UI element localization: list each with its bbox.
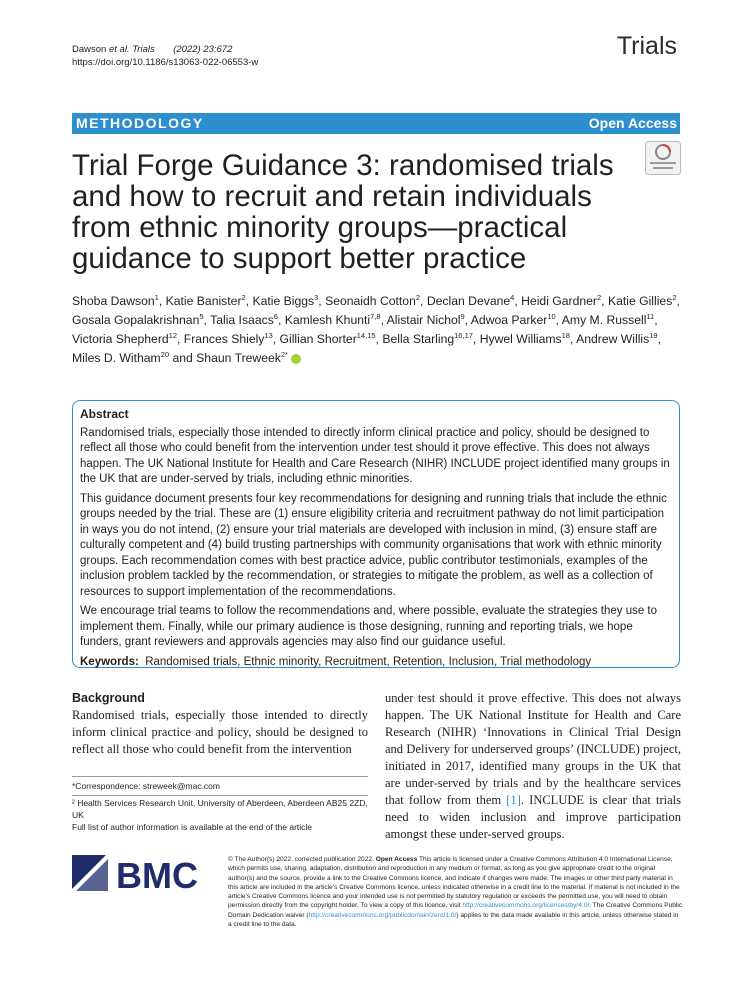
license-end: ) applies to the data made available in this article, unless otherwise stated in a credit line to the data.	[228, 911, 679, 929]
body-left-column	[72, 690, 368, 758]
author-affiliation: 18	[561, 330, 570, 340]
license-open-access: Open Access	[375, 856, 418, 863]
footnote-divider	[72, 776, 368, 777]
author-affiliation: 2*	[280, 349, 288, 359]
author-name[interactable]: Declan Devane	[426, 294, 511, 308]
author-affiliation: 3	[314, 292, 319, 302]
bmc-logo-mark-icon	[72, 855, 212, 895]
author-affiliation: 11	[646, 311, 655, 321]
author-affiliation: 2	[415, 292, 421, 302]
author-affiliation: 12	[168, 330, 178, 340]
citation-year: (2022) 23:672	[173, 44, 233, 55]
author-name[interactable]: Victoria Shepherd	[72, 332, 169, 346]
author-name[interactable]: Shaun Treweek	[196, 351, 281, 365]
background-text-right-b: . INCLUDE is clear that trials need to widen inclusion and improve participation amongst these under-served groups.	[385, 793, 681, 841]
license-link-cc0[interactable]: http://creativecommons.org/publicdomain/zero/1.0/	[308, 911, 457, 919]
abstract-paragraph-1: Randomised trials, especially those intended to directly inform clinical practice and policy, should be designed to reflect all those who could benefit from the intervention under test should it prove effective. This does not always happen. The UK National Institute for Health and Care Research (NIHR) INCLUDE project identified many groups in the UK that are under-served by trials, including ethnic minorities.	[80, 426, 670, 485]
article-type-label: METHODOLOGY	[76, 115, 204, 131]
author-affiliation: 6	[273, 311, 278, 321]
author-affiliation: 9	[460, 311, 465, 321]
author-name[interactable]: Katie Biggs	[252, 294, 315, 308]
author-affiliation: 2	[597, 292, 602, 302]
abstract-heading: Abstract	[80, 407, 129, 421]
author-name[interactable]: Alistair Nichol	[386, 313, 461, 327]
author-list: Shoba Dawson$^1$, Katie Banister$^2$, Katie Biggs$^3$, Seonaidh Cotton$^2$, Declan Devane$^4$, Heidi Gardner$^2$, Katie Gillies$^2$, Gosala Gopalakrishnan$^5$, Talia Isaacs$^6$, Kamlesh Khunti$^{7,8}$, Alistair Nichol$^9$, Adwoa Parker$^{10}$, Amy M. Russell$^{11}$, Victoria Shepherd$^{12}$, Frances Shiely$^{13}$, Gillian Shorter$^{14,15}$, Bella Starling$^{16,17}$, Hywel Williams$^{18}$, Andrew Willis$^{19}$, Miles D. Witham$^{20}$ and Shaun Treweek$^{2*}$	[72, 292, 680, 365]
author-name[interactable]: Hywel Williams	[479, 332, 562, 346]
citation-authors: Dawson	[72, 44, 109, 55]
bmc-logo	[72, 855, 212, 895]
author-affiliation: 20	[160, 349, 170, 359]
body-right-column	[385, 690, 681, 843]
author-name[interactable]: Katie Gillies	[607, 294, 673, 308]
author-name[interactable]: Shoba Dawson	[72, 294, 155, 308]
author-affiliation: 2	[672, 292, 677, 302]
citation	[72, 43, 258, 69]
author-name[interactable]: Heidi Gardner	[521, 294, 597, 308]
keywords	[80, 655, 674, 671]
abstract-paragraph-2: This guidance document presents four key recommendations for designing and running trials that include the ethnic groups needed by the trial. These are (1) ensure eligibility criteria and recruitment pathway do not limit participation in ways you do not intend, (2) ensure your trial materials are developed with inclusion in mind, (3) ensure staff are culturally competent and (4) build trusting partnerships with community organisations that work with ethnic minority groups. Each recommendation comes with best practice advice, public contributor testimonials, examples of the inclusion problem tackled by the recommendation, or strategies to mitigate the problem, as well as a collection of resources to support implementation of the recommendations.	[80, 492, 667, 598]
author-affiliation: 13	[264, 330, 273, 340]
footnote-divider-2	[72, 795, 368, 796]
citation-etal: et al. Trials	[108, 44, 155, 55]
abstract-paragraph-3: We encourage trial teams to follow the recommendations and, where possible, evaluate the strategies they use to implement them. Finally, while our primary audience is those designing, running and reporting trials, we hope funders, grant reviewers and approvals agencies may also find our guidance useful.	[80, 605, 658, 648]
author-name[interactable]: Andrew Willis	[576, 332, 650, 346]
full-list-note: Full list of author information is available at the end of the article	[72, 822, 313, 832]
author-name[interactable]: Bella Starling	[382, 332, 455, 346]
author-name[interactable]: Adwoa Parker	[470, 313, 548, 327]
article-title: Trial Forge Guidance 3: randomised trials and how to recruit and retain individuals from ethnic minority groups—practical guidance to support better practice	[72, 149, 614, 275]
license-text	[228, 855, 683, 929]
author-name[interactable]: Katie Banister	[165, 294, 242, 308]
author-name[interactable]: Gillian Shorter	[279, 332, 357, 346]
bmc-logo-text: BMC	[116, 855, 198, 895]
license-body: This article is licensed under a Creative Commons Attribution 4.0 International License, which permits use, sharing, adaptation, distribution and reproduction in any medium or format, as long as you give appropriate credit to the original author(s) and the source, provide a link to the Creative Commons licence, and indicate if changes were made. The images or other third party material in this article are included in the article's Creative Commons licence, unless indicated otherwise in a credit line to the material. If material is not included in the article's Creative Commons licence and your intended use is not permitted by statutory regulation or exceeds the permitted use, you will need to obtain permission directly from the copyright holder. To view a copy of this licence, visit	[228, 856, 680, 910]
author-affiliation: 10	[547, 311, 556, 321]
author-name[interactable]: Kamlesh Khunti	[284, 313, 371, 327]
author-affiliation: 4	[510, 292, 515, 302]
author-name[interactable]: Frances Shiely	[183, 332, 265, 346]
license-copyright: © The Author(s) 2022, corrected publication 2022.	[228, 856, 376, 863]
author-name[interactable]: Miles D. Witham	[72, 351, 161, 365]
journal-name: Trials	[616, 32, 677, 60]
background-heading: Background	[72, 691, 145, 705]
open-access-label: Open Access	[588, 115, 677, 131]
license-link-cc-by[interactable]: http://creativecommons.org/licenses/by/4.0/	[462, 902, 590, 910]
author-affiliation: 16,17	[454, 330, 473, 340]
doi-link[interactable]: https://doi.org/10.1186/s13063-022-06553-w	[72, 57, 259, 68]
author-name[interactable]: Talia Isaacs	[210, 313, 274, 327]
author-affiliation: 2	[241, 292, 246, 302]
author-name[interactable]: Seonaidh Cotton	[325, 294, 416, 308]
orcid-icon[interactable]	[291, 354, 301, 364]
check-updates-icon	[645, 141, 681, 175]
background-text-right-a: under test should it prove effective. This does not always happen. The UK National Institute for Health and Care Research (NIHR) ‘Innovations in Clinical Trial Design and Delivery for underserved groups’ (INCLUDE) project, initiated in 2017, identified many groups in the UK that are under-served by trials and by the healthcare services that follow from them	[385, 691, 681, 807]
background-text-left: Randomised trials, especially those intended to directly inform clinical practice and policy, should be designed to reflect all those who could benefit from the intervention	[72, 708, 368, 756]
author-name[interactable]: Gosala Gopalakrishnan	[72, 313, 200, 327]
abstract	[80, 407, 674, 674]
author-name[interactable]: Amy M. Russell	[561, 313, 647, 327]
author-affiliation: 1	[154, 292, 159, 302]
check-for-updates-button[interactable]	[645, 141, 681, 175]
author-affiliation: 14,15	[356, 330, 376, 340]
keywords-label: Keywords:	[80, 655, 139, 668]
author-affiliation: 7,8	[370, 311, 381, 321]
keywords-list: Randomised trials, Ethnic minority, Recruitment, Retention, Inclusion, Trial methodology	[145, 655, 592, 668]
author-affiliation: 19	[649, 330, 658, 340]
author-affiliation: 5	[199, 311, 204, 321]
correspondence-note: *Correspondence: streweek@mac.com	[72, 781, 220, 791]
reference-link[interactable]: [1]	[506, 793, 521, 807]
affiliation-note: ² Health Services Research Unit, University of Aberdeen, Aberdeen AB25 2ZD, UK	[72, 798, 368, 820]
license-waiver: . The Creative Commons Public Domain Dedication waiver (	[228, 902, 683, 919]
background-text-right	[385, 690, 681, 843]
